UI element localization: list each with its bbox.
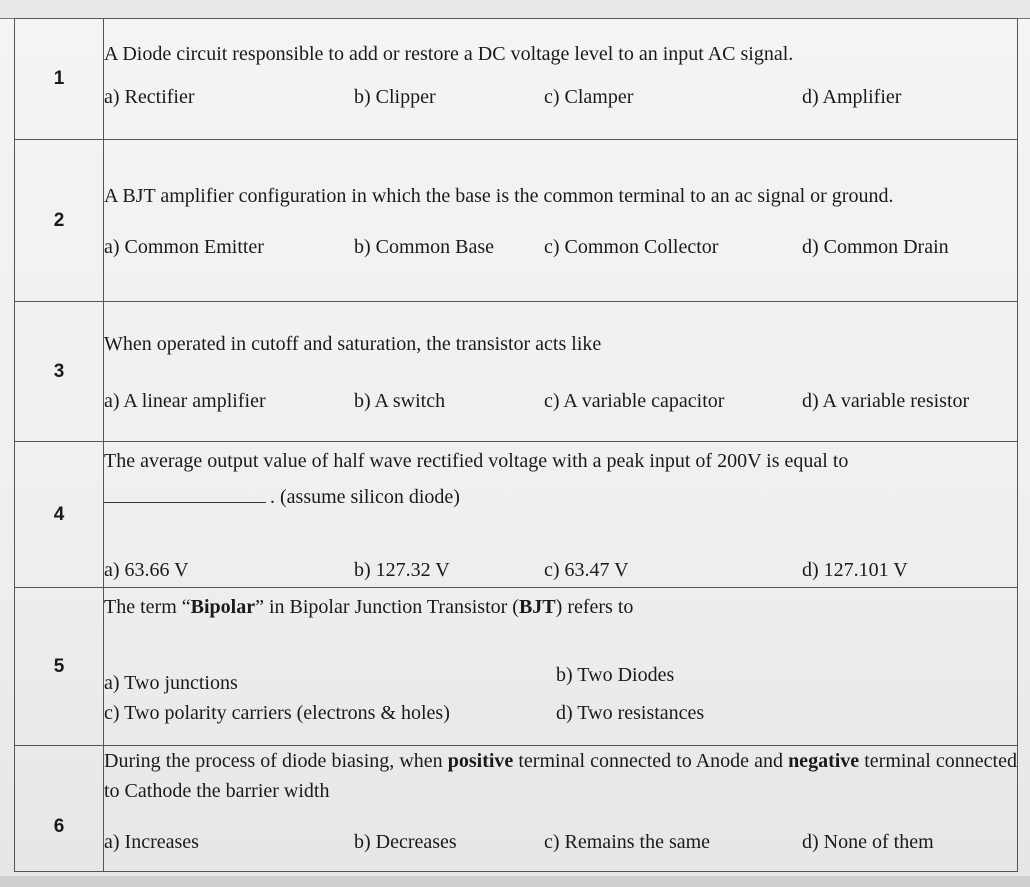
answer-blank — [104, 484, 266, 503]
question-number: 5 — [15, 588, 104, 746]
question-row-3 — [15, 302, 1018, 442]
question-table — [14, 18, 1018, 872]
option-d[interactable]: d) Two resistances — [556, 702, 705, 724]
question-cell — [104, 746, 1018, 872]
options-row — [104, 387, 1017, 415]
option-a[interactable]: a) Two junctions — [104, 672, 238, 694]
stem-part: The term “ — [104, 596, 191, 618]
question-stem-suffix: . (assume silicon diode) — [270, 485, 460, 508]
stem-part: ) refers to — [555, 596, 634, 618]
option-c[interactable]: c) Two polarity carriers (electrons & holes) — [104, 702, 450, 724]
stem-part: ” in Bipolar Junction Transistor ( — [255, 596, 519, 618]
question-row-4 — [15, 442, 1018, 588]
option-a[interactable]: a) A linear amplifier — [104, 389, 266, 412]
option-b[interactable]: b) Two Diodes — [556, 664, 675, 686]
option-b[interactable]: b) Common Base — [354, 235, 494, 258]
question-number: 6 — [15, 746, 104, 872]
question-stem: A Diode circuit responsible to add or restore a DC voltage level to an input AC signal. — [104, 43, 794, 65]
stem-bold-term: BJT — [518, 596, 556, 618]
option-a[interactable]: a) 63.66 V — [104, 558, 189, 581]
option-a[interactable]: a) Common Emitter — [104, 235, 264, 258]
bottom-edge-strip — [0, 876, 1030, 887]
options-row — [104, 233, 1017, 261]
option-a[interactable]: a) Increases — [104, 831, 199, 853]
question-cell — [104, 588, 1018, 746]
top-border-strip — [0, 0, 1030, 19]
option-d[interactable]: d) 127.101 V — [802, 558, 908, 581]
option-d[interactable]: d) None of them — [802, 831, 934, 853]
option-d[interactable]: d) A variable resistor — [802, 389, 970, 412]
question-row-5 — [15, 588, 1018, 746]
question-stem-continuation — [104, 482, 1017, 512]
question-stem: When operated in cutoff and saturation, the transistor acts like — [104, 332, 602, 355]
option-c[interactable]: c) Common Collector — [544, 235, 719, 258]
question-row-6 — [15, 746, 1018, 872]
option-c[interactable]: c) 63.47 V — [544, 558, 629, 581]
option-c[interactable]: c) Remains the same — [544, 831, 711, 853]
option-b[interactable]: b) A switch — [354, 389, 446, 412]
options-row — [104, 83, 1017, 111]
question-cell — [104, 442, 1018, 588]
question-number: 3 — [15, 302, 104, 442]
question-number: 4 — [15, 442, 104, 588]
stem-bold-term: negative — [788, 750, 860, 772]
stem-bold-term: Bipolar — [190, 596, 256, 618]
question-stem: A BJT amplifier configuration in which the base is the common terminal to an ac signal or ground. — [104, 184, 894, 207]
option-b[interactable]: b) 127.32 V — [354, 558, 450, 581]
question-stem: The average output value of half wave rectified voltage with a peak input of 200V is equal to — [104, 449, 849, 472]
option-b[interactable]: b) Decreases — [354, 831, 457, 853]
stem-bold-term: positive — [447, 750, 514, 772]
option-a[interactable]: a) Rectifier — [104, 86, 195, 108]
option-c[interactable]: c) A variable capacitor — [544, 389, 725, 412]
options-row — [104, 556, 1017, 584]
question-number: 2 — [15, 140, 104, 302]
question-row-2 — [15, 140, 1018, 302]
options-row — [104, 828, 1017, 856]
option-d[interactable]: d) Amplifier — [802, 86, 902, 108]
question-row-1 — [15, 19, 1018, 140]
stem-part: terminal connected to Cathode the barrier width — [104, 750, 1017, 802]
question-stem — [104, 592, 1017, 622]
question-cell — [104, 302, 1018, 442]
options-grid — [104, 660, 1017, 728]
option-d[interactable]: d) Common Drain — [802, 235, 949, 258]
option-c[interactable]: c) Clamper — [544, 86, 634, 108]
question-cell — [104, 140, 1018, 302]
stem-part: During the process of diode biasing, when — [104, 750, 448, 772]
question-stem — [104, 746, 1017, 806]
stem-part: terminal connected to Anode and — [513, 750, 789, 772]
question-number: 1 — [15, 19, 104, 140]
option-b[interactable]: b) Clipper — [354, 86, 436, 108]
question-cell — [104, 19, 1018, 140]
